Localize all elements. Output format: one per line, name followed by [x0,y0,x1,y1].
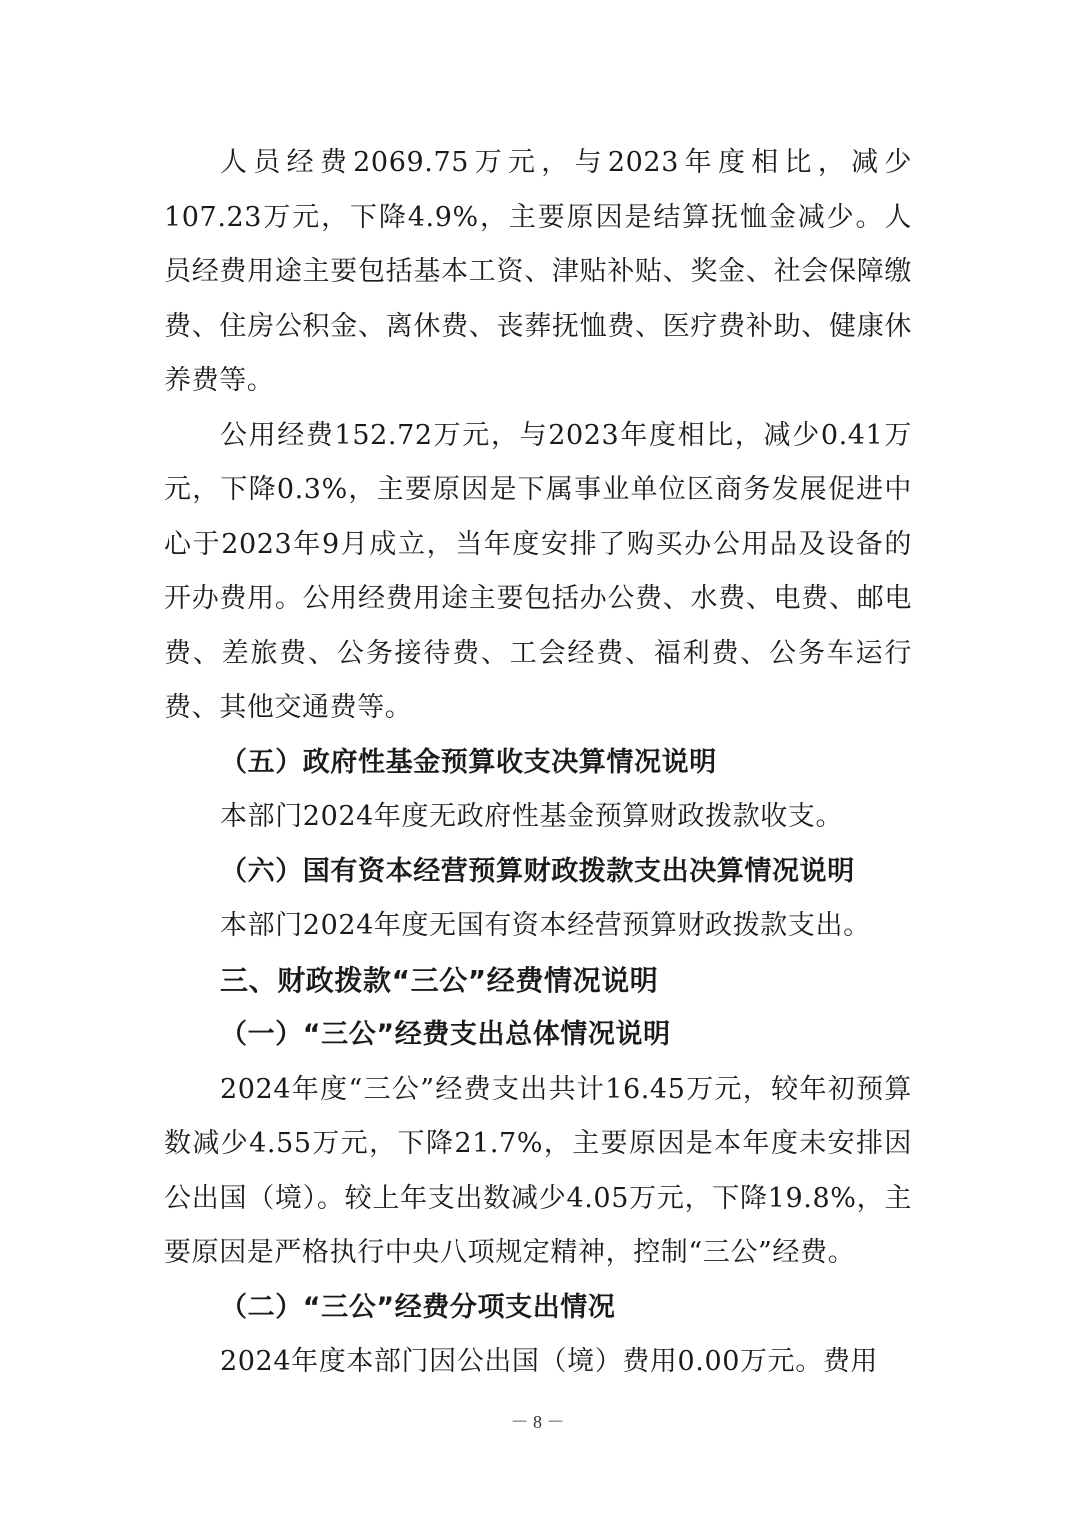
heading-three-public-itemized: （二）“三公”经费分项支出情况 [220,1291,616,1323]
document-body [164,136,912,1390]
paragraph-three-public-overall: 2024年度“三公”经费支出共计16.45万元，较年初预算数减少4.55万元，下降21.7%，主要原因是本年度未安排因公出国（境）。较上年支出数减少4.05万元，下降19.8%，主要原因是严格执行中央八项规定精神，控制“三公”经费。 [164,1073,912,1268]
paragraph-personnel-expense: 人员经费2069.75万元，与2023年度相比，减少107.23万元，下降4.9%，主要原因是结算抚恤金减少。人员经费用途主要包括基本工资、津贴补贴、奖金、社会保障缴费、住房公积金、离休费、丧葬抚恤费、医疗费补助、健康休养费等。 [164,147,912,396]
paragraph-public-expense: 公用经费152.72万元，与2023年度相比，减少0.41万元，下降0.3%，主要原因是下属事业单位区商务发展促进中心于2023年9月成立，当年度安排了购买办公用品及设备的开办费用。公用经费用途主要包括办公费、水费、电费、邮电费、差旅费、公务接待费、工会经费、福利费、公务车运行费、其他交通费等。 [164,419,912,723]
heading-three-public-overall: （一）“三公”经费支出总体情况说明 [220,1019,671,1050]
heading-three-public: 三、财政拨款“三公”经费情况说明 [220,963,659,997]
paragraph-state-capital: 本部门2024年度无国有资本经营预算财政拨款支出。 [220,910,871,941]
paragraph-government-fund: 本部门2024年度无政府性基金预算财政拨款收支。 [220,801,844,832]
paragraph-overseas-expense: 2024年度本部门因公出国（境）费用0.00万元。费用 [220,1346,879,1377]
heading-government-fund: （五）政府性基金预算收支决算情况说明 [220,746,717,778]
heading-state-capital: （六）国有资本经营预算财政拨款支出决算情况说明 [220,855,855,887]
page-number: － 8 － [510,1412,565,1432]
